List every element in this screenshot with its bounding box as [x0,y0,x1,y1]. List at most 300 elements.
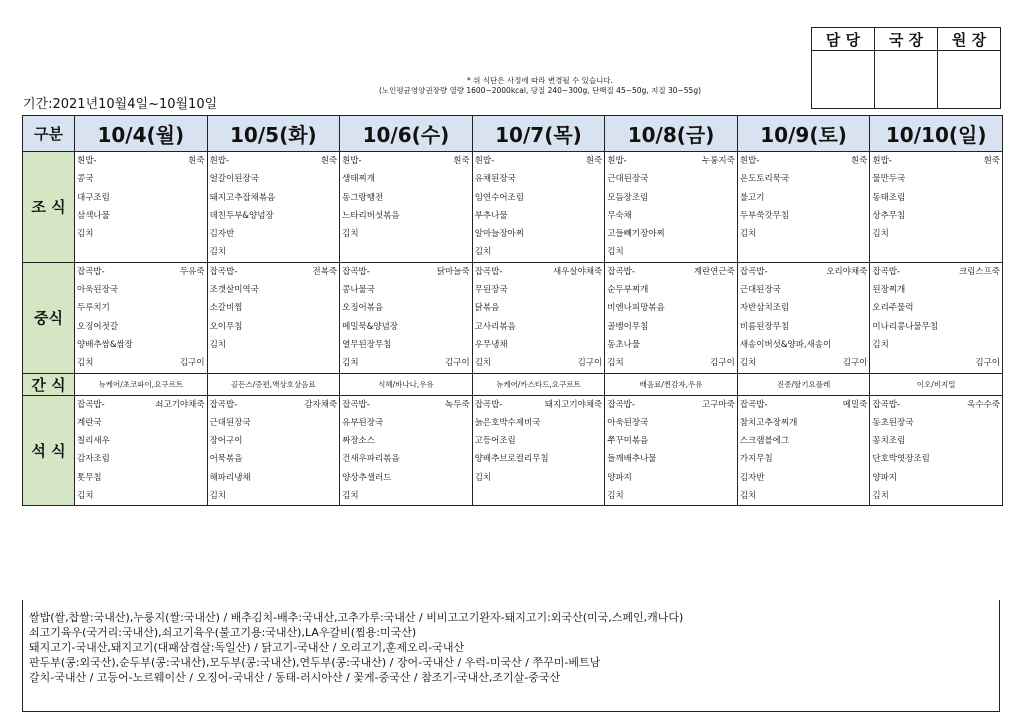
porridge-item: 흰죽 [983,156,1000,166]
meal-label: 석 식 [23,395,75,506]
menu-line [738,225,870,243]
menu-line [473,152,605,170]
menu-line [870,189,1002,207]
menu-line [473,225,605,243]
menu-item: 무된장국 [474,285,508,296]
approval-sign-area [938,51,1001,109]
menu-line [75,170,207,188]
porridge-item: 전복죽 [312,266,338,277]
menu-line [473,396,605,414]
side-extra: 김구이 [710,358,735,369]
menu-item: 메밀묵&양념장 [342,321,399,332]
menu-item: 감자조림 [77,454,110,465]
menu-line [605,281,737,299]
menu-item: 삼색나물 [77,210,110,221]
menu-line [340,152,472,170]
menu-cell [870,152,1003,263]
menu-line [75,336,207,354]
menu-cell [472,152,605,263]
menu-cell [737,395,870,506]
menu-line [605,396,737,414]
menu-item: 미나리콩나물무침 [872,321,939,332]
menu-item: 김자반 [739,472,765,483]
porridge-item: 흰죽 [453,156,470,166]
porridge-item: 흰죽 [188,156,205,166]
menu-line [75,189,207,207]
menu-line [75,263,207,281]
menu-item: 소갈비찜 [209,303,243,314]
porridge-item: 새우살야채죽 [552,266,603,277]
menu-item: 순두부찌개 [607,285,649,296]
approval-box [811,27,1001,109]
menu-item: 두부쑥갓무침 [739,210,790,221]
menu-item: 불고기 [739,192,765,203]
snack-item: 배음료/찐감자,우유 [639,379,703,389]
staple-item: 잡곡밥- [872,399,901,410]
menu-item: 콩나물국 [342,285,375,296]
menu-line [340,225,472,243]
day-header: 10/10(일) [870,116,1003,152]
menu-line [208,281,340,299]
menu-cell [472,395,605,506]
menu-table [22,115,1003,506]
porridge-item: 흰죽 [585,156,603,166]
menu-line [473,263,605,281]
menu-item: 장어구이 [209,436,243,447]
day-header: 10/8(금) [605,116,738,152]
menu-item: 얼갈이된장국 [209,174,259,185]
snack-row [23,373,1003,395]
staple-item: 흰밥- [739,156,760,166]
origin-line: 쌀밥(쌀,찹쌀:국내산),누룽지(쌀:국내산) / 배추김치-배추:국내산,고추가루:국내산 / 비비고고기완자-돼지고기:외국산(미국,스페인,캐나다) [29,611,684,624]
menu-item: 김치 [209,339,226,350]
menu-line [738,469,870,487]
menu-item: 부추나물 [474,210,508,221]
menu-line [870,243,1002,261]
menu-line [75,299,207,317]
menu-cell [737,152,870,263]
menu-line [605,336,737,354]
menu-line [473,281,605,299]
menu-item: 데친두부&양념장 [209,210,274,221]
menu-item: 김치 [474,247,492,258]
menu-item: 양배추브로컬리무침 [474,454,549,465]
menu-item: 자반삼치조림 [739,303,790,314]
menu-line [75,487,207,505]
menu-item: 오이무침 [209,321,243,332]
menu-cell [207,262,340,373]
menu-item: 김치 [474,472,492,483]
staple-item: 잡곡밥- [607,266,635,277]
menu-line [738,396,870,414]
menu-item: 근대된장국 [739,285,781,296]
origin-line: 돼지고기-국내산,돼지고기(대패삼겹살:독일산) / 닭고기-국내산 / 오리고기,훈제오리-국내산 [29,641,465,654]
menu-item: 아욱된장국 [77,285,119,296]
menu-line [870,281,1002,299]
menu-cell [207,152,340,263]
menu-item: 오징어젓갈 [77,321,119,332]
staple-item: 잡곡밥- [739,266,768,277]
menu-item: 양배추쌈&쌈장 [77,339,133,350]
menu-line [473,487,605,505]
menu-item: 들깨배추나물 [607,454,657,465]
snack-item: 이오/비지밀 [916,379,956,389]
menu-item: 물만두국 [872,174,906,185]
snack-item: 식혜/바나나,우유 [378,379,434,389]
menu-cell [75,262,208,373]
menu-line [738,487,870,505]
menu-item: 김치 [209,247,226,258]
menu-line [340,299,472,317]
menu-line [75,243,207,261]
menu-line [738,207,870,225]
side-extra: 김구이 [842,358,868,369]
menu-item: 동초된장국 [872,417,914,428]
menu-line [605,170,737,188]
approval-sign-area [812,51,875,109]
staple-item: 잡곡밥- [209,266,238,277]
menu-line [605,243,737,261]
menu-line [605,263,737,281]
menu-item: 된장찌개 [872,285,906,296]
menu-line [870,469,1002,487]
porridge-item: 닭마늘죽 [436,266,470,277]
menu-line [605,354,737,372]
menu-line [75,207,207,225]
menu-line [605,487,737,505]
menu-line [473,450,605,468]
origin-info [22,600,1000,712]
menu-line [870,414,1002,432]
porridge-item: 감자채죽 [304,399,338,410]
menu-line [738,432,870,450]
menu-item: 짜장소스 [342,436,375,447]
menu-item: 계란국 [77,417,102,428]
menu-line [738,318,870,336]
period-label: 기간:2021년10월4일~10월10일 [23,97,218,112]
staple-item: 잡곡밥- [342,399,370,410]
menu-line [208,152,340,170]
staple-item: 잡곡밥- [209,399,238,410]
menu-item: 임연수어조림 [474,192,524,203]
menu-line [605,225,737,243]
menu-item: 김치 [474,358,492,369]
menu-cell [472,262,605,373]
menu-line [75,318,207,336]
menu-cell [75,152,208,263]
day-header: 10/6(수) [340,116,473,152]
menu-line [738,170,870,188]
menu-line [75,354,207,372]
menu-item: 고등어조림 [474,436,516,447]
menu-item: 동초나물 [607,339,641,350]
menu-item: 양파지 [872,472,898,483]
menu-line [473,432,605,450]
approval-label: 국 장 [875,28,938,51]
menu-item: 고들빼기장아찌 [607,229,665,240]
menu-line [605,432,737,450]
menu-line [208,432,340,450]
menu-line [605,318,737,336]
menu-cell [870,395,1003,506]
staple-item: 흰밥- [342,156,362,166]
menu-item: 톳무침 [77,472,102,483]
menu-item: 스크램블에그 [739,436,790,447]
day-header: 10/4(월) [75,116,208,152]
lunch-row [23,262,1003,373]
menu-cell [605,395,738,506]
approval-label: 원 장 [938,28,1001,51]
menu-item: 양상추샐러드 [342,472,392,483]
menu-line [738,354,870,372]
menu-line [870,396,1002,414]
menu-item: 근대된장국 [607,174,649,185]
menu-line [340,396,472,414]
porridge-item: 고구마죽 [701,399,735,410]
menu-item: 김치 [739,358,757,369]
menu-item: 새송이버섯&양파,새송이 [739,339,832,350]
porridge-item: 녹두죽 [445,399,470,410]
menu-line [738,281,870,299]
porridge-item: 메밀죽 [842,399,868,410]
menu-line [340,414,472,432]
staple-item: 흰밥- [607,156,627,166]
menu-line [473,170,605,188]
meal-label: 조 식 [23,152,75,263]
nutrition-text: (노인평균영양권장량 열량 1600~2000kcal, 당질 240~300g, 단백질 45~50g, 지질 30~55g) [378,86,702,95]
menu-line [605,189,737,207]
menu-line [870,152,1002,170]
menu-item: 유부된장국 [342,417,384,428]
menu-line [75,432,207,450]
menu-item: 동태조림 [872,192,906,203]
menu-line [738,263,870,281]
dinner-row [23,395,1003,506]
porridge-item: 쇠고기야채죽 [155,399,205,410]
snack-cell [605,373,738,395]
menu-line [605,414,737,432]
menu-line [738,243,870,261]
menu-item: 동그랑땡전 [342,192,384,203]
snack-cell [340,373,473,395]
menu-item: 쭈꾸미볶음 [607,436,649,447]
menu-item: 김치 [872,491,889,502]
menu-item: 골뱅이무침 [607,321,649,332]
porridge-item: 두유죽 [179,266,205,277]
menu-line [75,225,207,243]
menu-item: 생태찌개 [342,174,375,185]
menu-line [208,469,340,487]
menu-cell [340,152,473,263]
porridge-item: 돼지고기야채죽 [544,399,603,410]
snack-item: 뉴케어/카스타드,요구르트 [496,379,581,389]
menu-item: 양파지 [607,472,632,483]
snack-cell [207,373,340,395]
menu-item: 두루치기 [77,303,110,314]
menu-line [738,450,870,468]
snack-item: 진종/딸기요플레 [776,379,831,389]
menu-item: 유채된장국 [474,174,516,185]
menu-line [75,469,207,487]
menu-line [473,189,605,207]
menu-item: 김치 [739,491,757,502]
approval-sign-area [875,51,938,109]
porridge-item: 오리야채죽 [826,266,868,277]
menu-line [208,299,340,317]
menu-line [340,243,472,261]
menu-line [473,336,605,354]
menu-item: 근대된장국 [209,417,251,428]
menu-line [605,207,737,225]
menu-item: 김치 [872,339,889,350]
menu-item: 김자반 [209,229,235,240]
menu-line [870,336,1002,354]
staple-item: 잡곡밥- [607,399,635,410]
menu-line [208,207,340,225]
menu-item: 상추무침 [872,210,906,221]
side-extra: 김구이 [975,358,1000,369]
menu-line [473,469,605,487]
porridge-item: 흰죽 [850,156,868,166]
menu-cell [207,395,340,506]
menu-item: 김치 [209,491,226,502]
menu-item: 알마늘장아찌 [474,229,524,240]
porridge-item: 누룽지죽 [701,156,735,166]
menu-item: 칠리새우 [77,436,110,447]
side-extra: 김구이 [179,358,205,369]
menu-cell [340,262,473,373]
staple-item: 잡곡밥- [77,266,105,277]
notice-block [300,76,780,96]
menu-item: 모듬장조림 [607,192,649,203]
staple-item: 흰밥- [872,156,892,166]
snack-item: 골든스/증편,액상호상음료 [231,379,316,389]
staple-item: 흰밥- [77,156,97,166]
menu-line [208,414,340,432]
menu-item: 오리주물럭 [872,303,914,314]
menu-item: 고사리볶음 [474,321,516,332]
menu-cell [737,262,870,373]
menu-item: 김치 [342,358,359,369]
menu-line [870,225,1002,243]
menu-line [208,450,340,468]
menu-line [605,152,737,170]
snack-cell [737,373,870,395]
menu-item: 김치 [607,358,624,369]
staple-item: 잡곡밥- [872,266,901,277]
menu-line [208,243,340,261]
menu-item: 김치 [872,229,889,240]
menu-line [208,170,340,188]
menu-item: 오징어볶음 [342,303,384,314]
staple-item: 잡곡밥- [342,266,370,277]
menu-line [473,318,605,336]
menu-line [208,318,340,336]
day-header: 10/5(화) [207,116,340,152]
menu-item: 돼지고추잡채볶음 [209,192,276,203]
menu-item: 열무된장무침 [342,339,392,350]
day-header: 10/7(목) [472,116,605,152]
menu-cell [605,262,738,373]
menu-line [340,318,472,336]
side-extra: 김구이 [445,358,470,369]
menu-line [870,318,1002,336]
menu-cell [870,262,1003,373]
staple-item: 잡곡밥- [474,399,503,410]
menu-line [208,189,340,207]
menu-line [208,487,340,505]
menu-line [75,396,207,414]
menu-cell [340,395,473,506]
porridge-item: 옥수수죽 [967,399,1000,410]
menu-line [340,189,472,207]
menu-line [473,414,605,432]
menu-line [340,170,472,188]
menu-line [738,414,870,432]
menu-item: 김치 [342,491,359,502]
menu-line [870,450,1002,468]
menu-item: 온도토리묵국 [739,174,790,185]
menu-line [340,263,472,281]
porridge-item: 크림스프죽 [958,266,1000,277]
notice-text: * 위 식단은 사정에 따라 변경될 수 있습니다. [467,76,613,85]
menu-item: 늙은호박수제비국 [474,417,541,428]
menu-line [605,450,737,468]
menu-item: 건새우파리볶음 [342,454,400,465]
origin-line: 판두부(콩:외국산),순두부(콩:국내산),모두부(콩:국내산),연두부(콩:국내산) / 장어-국내산 / 우럭-미국산 / 쭈꾸미-베트남 [29,656,601,669]
menu-item: 아욱된장국 [607,417,649,428]
menu-item: 참치고추장찌개 [739,417,798,428]
menu-item: 조갯살미역국 [209,285,259,296]
menu-item: 김치 [77,491,94,502]
side-extra: 김구이 [577,358,603,369]
snack-item: 뉴케어/초코파이,요구르트 [98,379,184,389]
menu-item: 비엔나피망볶음 [607,303,665,314]
porridge-item: 계란연근죽 [693,266,735,277]
origin-line: 갈치-국내산 / 고등어-노르웨이산 / 오징어-국내산 / 동태-러시아산 / 꽃게-중국산 / 참조기-국내산,조기살-중국산 [29,671,561,684]
snack-cell [472,373,605,395]
menu-line [340,281,472,299]
menu-line [473,243,605,261]
menu-item: 콩국 [77,174,94,185]
menu-line [870,207,1002,225]
staple-item: 흰밥- [474,156,495,166]
snack-cell [75,373,208,395]
menu-line [340,354,472,372]
menu-item: 김치 [607,247,624,258]
menu-line [870,299,1002,317]
menu-line [870,263,1002,281]
menu-line [340,336,472,354]
menu-item: 느타리버섯볶음 [342,210,400,221]
menu-cell [75,395,208,506]
menu-item: 꽁치조림 [872,436,906,447]
menu-item: 어묵볶음 [209,454,243,465]
menu-line [75,414,207,432]
menu-line [870,487,1002,505]
menu-line [738,336,870,354]
menu-line [208,396,340,414]
menu-line [605,469,737,487]
menu-item: 가지무침 [739,454,773,465]
menu-item: 김치 [77,358,94,369]
menu-line [738,189,870,207]
snack-cell [870,373,1003,395]
meal-label: 중식 [23,262,75,373]
menu-line [340,207,472,225]
menu-item: 김치 [739,229,757,240]
category-header: 구분 [23,116,75,152]
